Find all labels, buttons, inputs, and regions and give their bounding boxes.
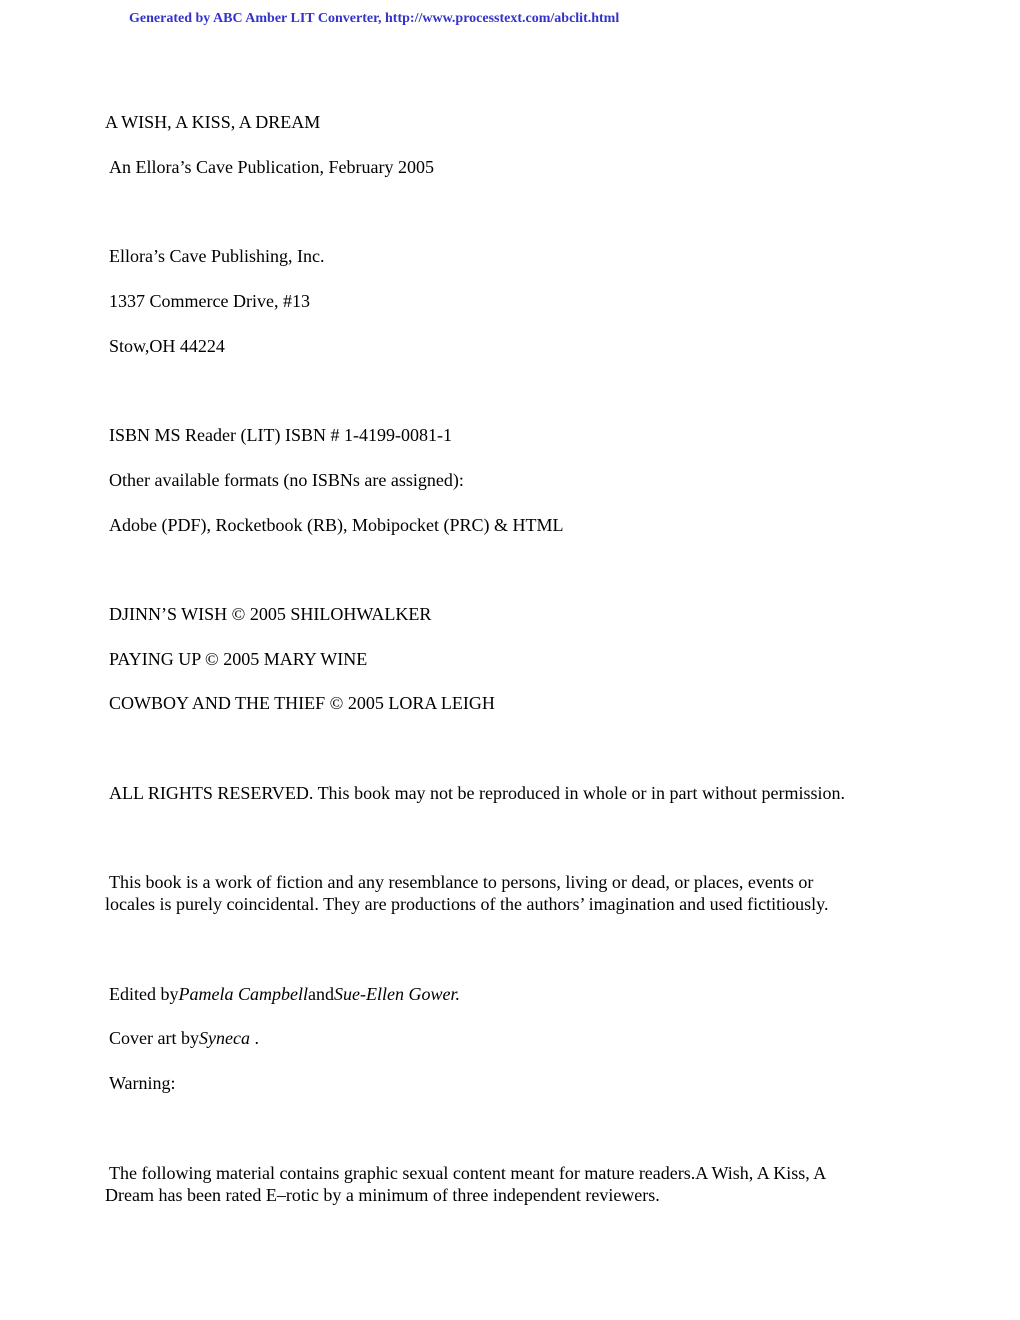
warning-text-line: The following material contains graphic sexual content meant for mature readers.A Wish, A Kiss, A (109, 1163, 827, 1183)
editor-name: Sue-Ellen Gower. (333, 984, 460, 1004)
publisher-city: Stow,OH 44224 (109, 336, 225, 356)
converter-banner: Generated by ABC Amber LIT Converter, http://www.processtext.com/abclit.html (129, 11, 620, 26)
formats-list: Adobe (PDF), Rocketbook (RB), Mobipocket (PRC) & HTML (109, 515, 564, 535)
cover-art-suffix: . (249, 1028, 259, 1048)
edited-and: and (307, 984, 334, 1004)
publication-line: An Ellora’s Cave Publication, February 2005 (109, 157, 434, 177)
fiction-notice (105, 871, 905, 915)
book-title: A WISH, A KISS, A DREAM (105, 112, 321, 132)
cover-artist-name: Syneca (198, 1028, 250, 1048)
publisher-name: Ellora’s Cave Publishing, Inc. (109, 246, 325, 266)
warning-text-line: Dream has been rated E–rotic by a minimum of three independent reviewers. (105, 1185, 660, 1205)
publisher-street: 1337 Commerce Drive, #13 (109, 291, 310, 311)
warning-text (105, 1162, 905, 1206)
warning-label: Warning: (109, 1073, 176, 1093)
isbn-line: ISBN MS Reader (LIT) ISBN # 1-4199-0081-1 (109, 425, 452, 445)
edited-by-line (109, 983, 460, 1005)
copyright-line: PAYING UP © 2005 MARY WINE (109, 649, 368, 669)
fiction-notice-line: locales is purely coincidental. They are productions of the authors’ imagination and used fictitiously. (105, 894, 829, 914)
editor-name: Pamela Campbell (178, 984, 308, 1004)
other-formats-label: Other available formats (no ISBNs are assigned): (109, 470, 464, 490)
cover-art-prefix: Cover art by (109, 1028, 199, 1048)
cover-art-line (109, 1027, 259, 1049)
edited-by-prefix: Edited by (109, 984, 179, 1004)
fiction-notice-line: This book is a work of fiction and any resemblance to persons, living or dead, or places, events or (109, 872, 814, 892)
rights-notice: ALL RIGHTS RESERVED. This book may not be reproduced in whole or in part without permission. (109, 783, 845, 803)
copyright-line: DJINN’S WISH © 2005 SHILOHWALKER (109, 604, 432, 624)
copyright-line: COWBOY AND THE THIEF © 2005 LORA LEIGH (109, 693, 495, 713)
